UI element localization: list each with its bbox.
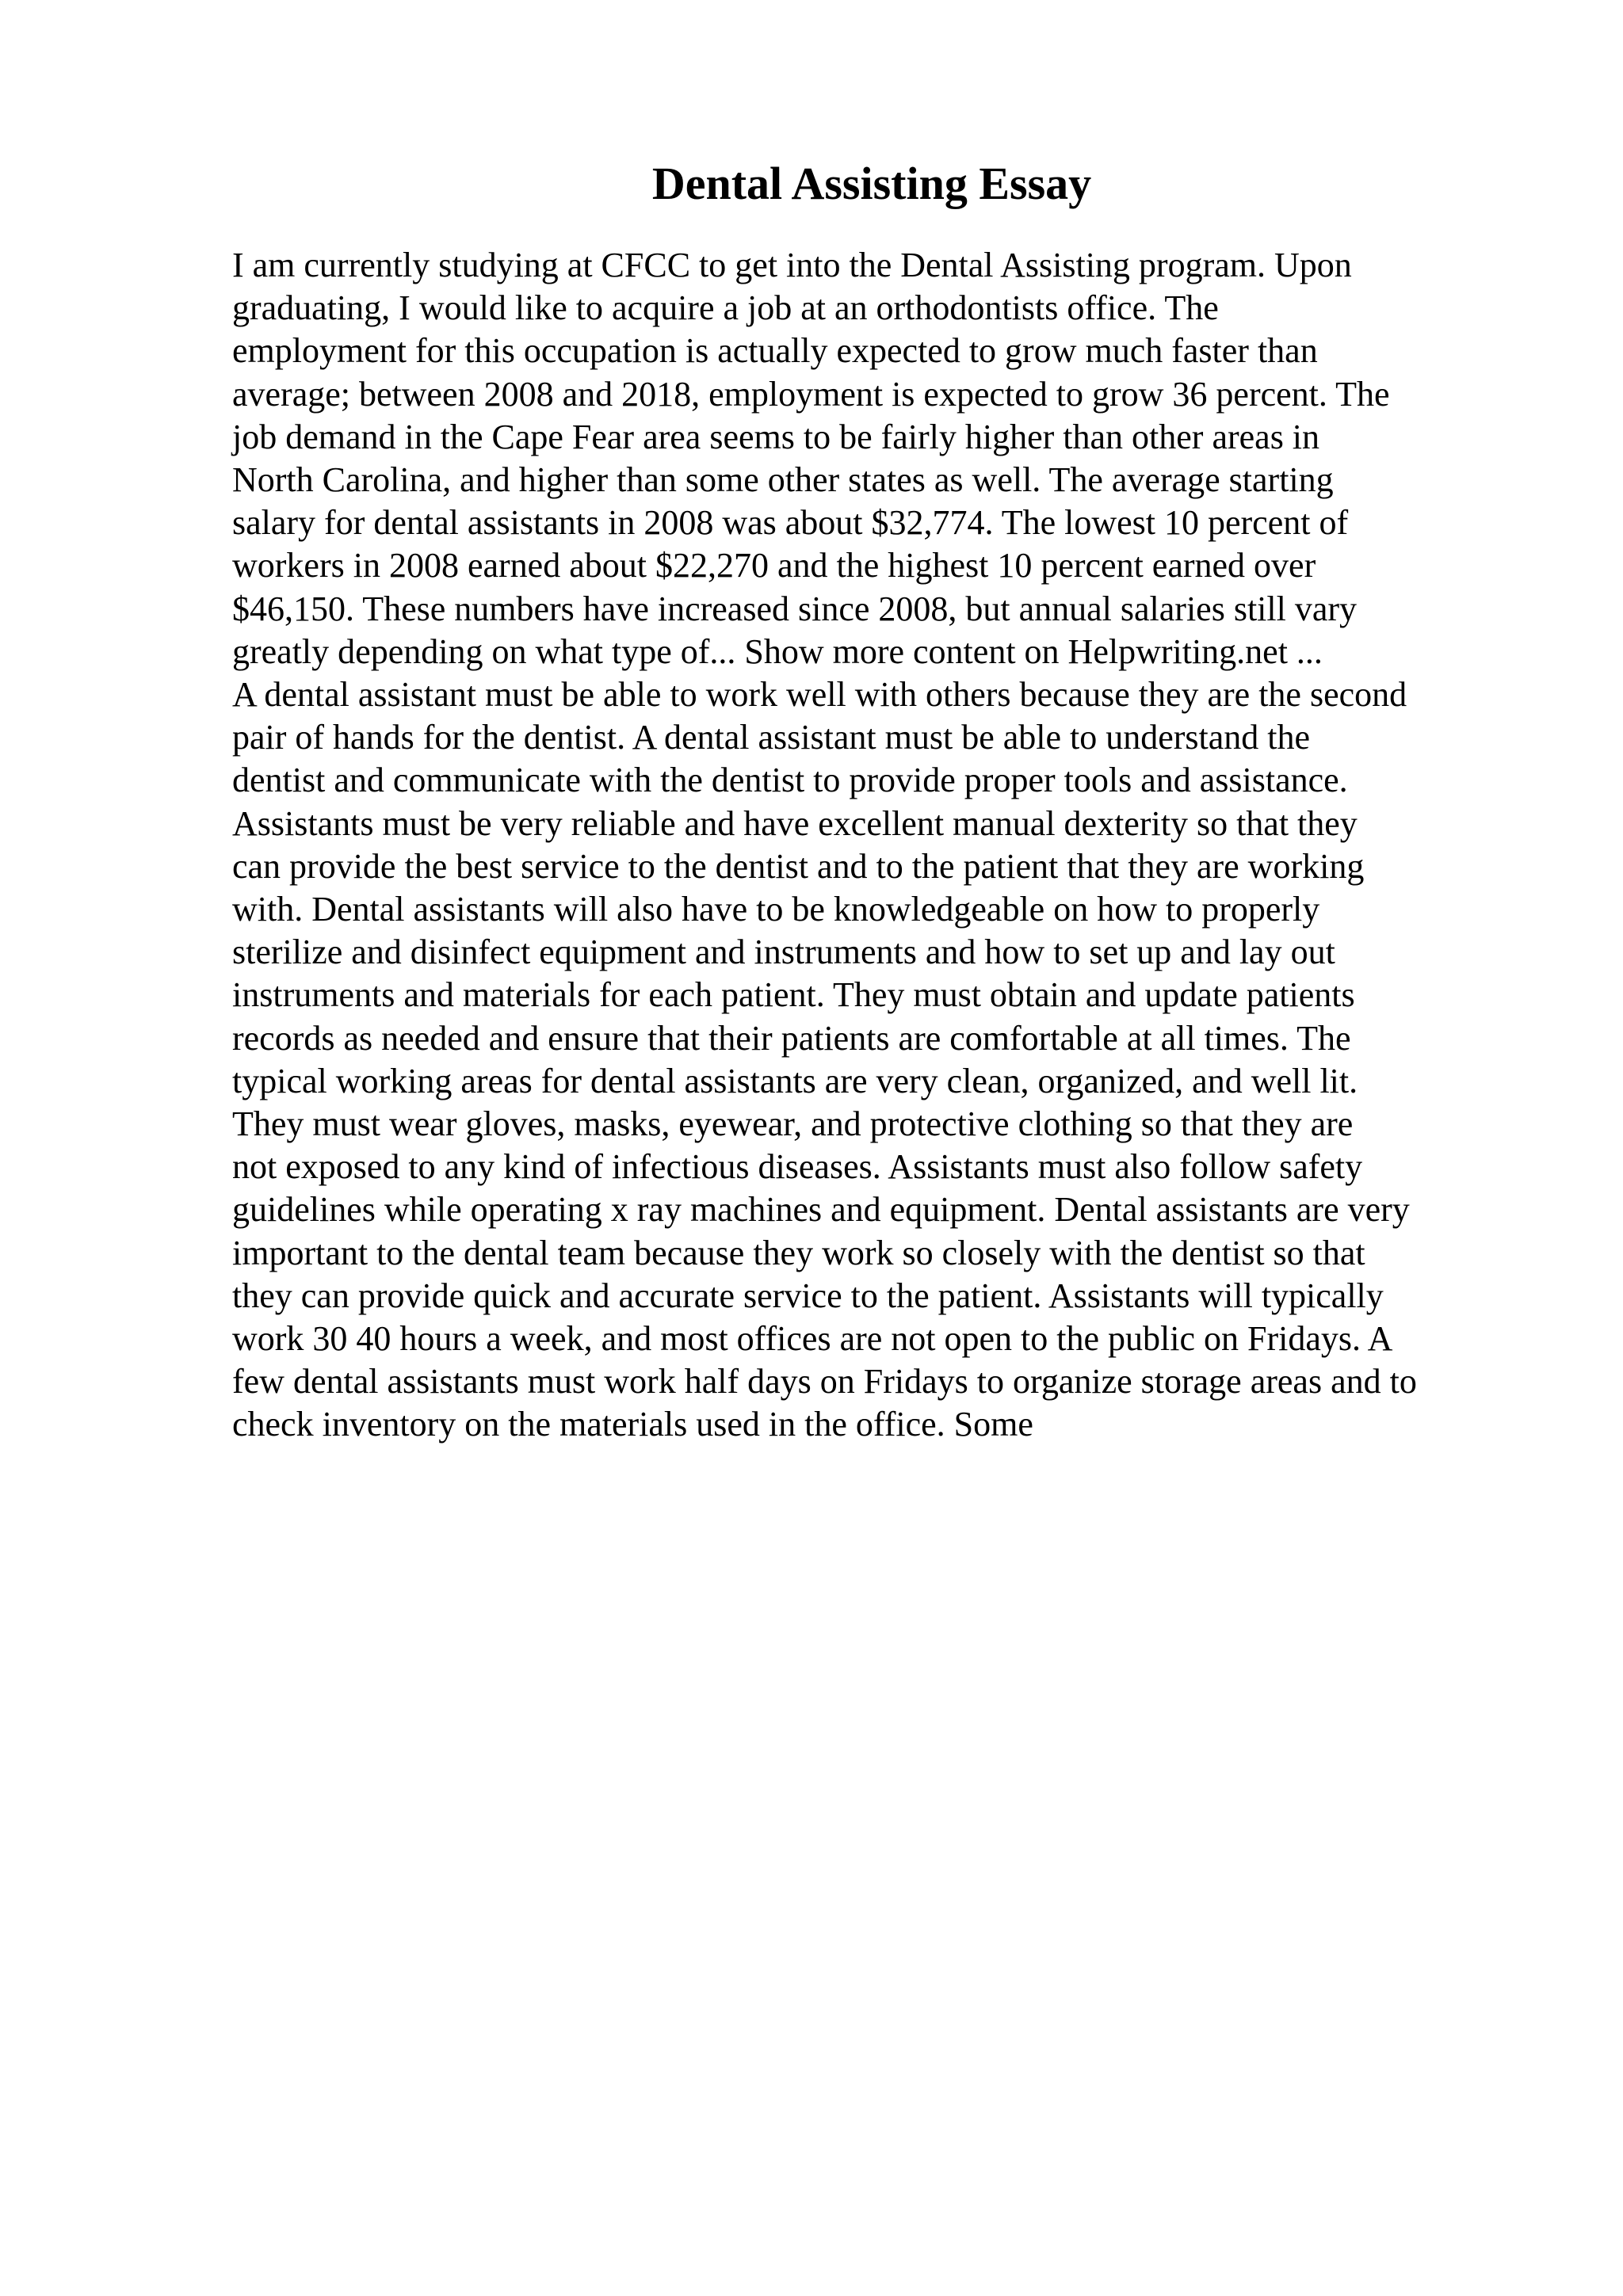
essay-line: graduating, I would like to acquire a job at an orthodontists office. The — [232, 288, 1219, 328]
essay-line: North Carolina, and higher than some other states as well. The average starting — [232, 460, 1334, 500]
essay-line: sterilize and disinfect equipment and instruments and how to set up and lay out — [232, 933, 1335, 972]
essay-line: with. Dental assistants will also have to be knowledgeable on how to properly — [232, 890, 1320, 929]
essay-line: pair of hands for the dentist. A dental assistant must be able to understand the — [232, 718, 1311, 757]
essay-line: they can provide quick and accurate service to the patient. Assistants will typically — [232, 1276, 1384, 1315]
essay-line: not exposed to any kind of infectious diseases. Assistants must also follow safety — [232, 1147, 1363, 1187]
essay-line: job demand in the Cape Fear area seems to be fairly higher than other areas in — [232, 417, 1320, 456]
essay-line: typical working areas for dental assistants are very clean, organized, and well lit. — [232, 1061, 1358, 1100]
essay-line: check inventory on the materials used in the office. Some — [232, 1405, 1033, 1444]
essay-line: A dental assistant must be able to work well with others because they are the second — [232, 675, 1407, 715]
show-more-line: greatly depending on what type of... Show more content on Helpwriting.net ... — [232, 631, 1323, 671]
essay-line: records as needed and ensure that their patients are comfortable at all times. The — [232, 1018, 1351, 1058]
essay-line: guidelines while operating x ray machines and equipment. Dental assistants are very — [232, 1190, 1410, 1230]
essay-line: important to the dental team because they work so closely with the dentist so that — [232, 1233, 1365, 1272]
essay-line: They must wear gloves, masks, eyewear, and protective clothing so that they are — [232, 1104, 1354, 1144]
essay-line: Assistants must be very reliable and have excellent manual dexterity so that they — [232, 803, 1358, 843]
essay-line: workers in 2008 earned about $22,270 and the highest 10 percent earned over — [232, 546, 1316, 585]
essay-line: $46,150. These numbers have increased since 2008, but annual salaries still vary — [232, 589, 1358, 628]
essay-line: dentist and communicate with the dentist to provide proper tools and assistance. — [232, 761, 1348, 800]
document-title: Dental Assisting Essay — [651, 158, 1092, 209]
essay-line: average; between 2008 and 2018, employment is expected to grow 36 percent. The — [232, 374, 1390, 414]
essay-line: employment for this occupation is actually expected to grow much faster than — [232, 331, 1318, 371]
essay-body — [232, 244, 1516, 1447]
essay-line: few dental assistants must work half days on Fridays to organize storage areas and to — [232, 1362, 1417, 1402]
essay-line: instruments and materials for each patient. They must obtain and update patients — [232, 975, 1355, 1015]
essay-line: salary for dental assistants in 2008 was about $32,774. The lowest 10 percent of — [232, 503, 1349, 543]
essay-line: work 30 40 hours a week, and most offices are not open to the public on Fridays. A — [232, 1319, 1393, 1359]
essay-line: I am currently studying at CFCC to get into the Dental Assisting program. Upon — [232, 246, 1352, 284]
essay-line: can provide the best service to the dentist and to the patient that they are working — [232, 846, 1365, 886]
